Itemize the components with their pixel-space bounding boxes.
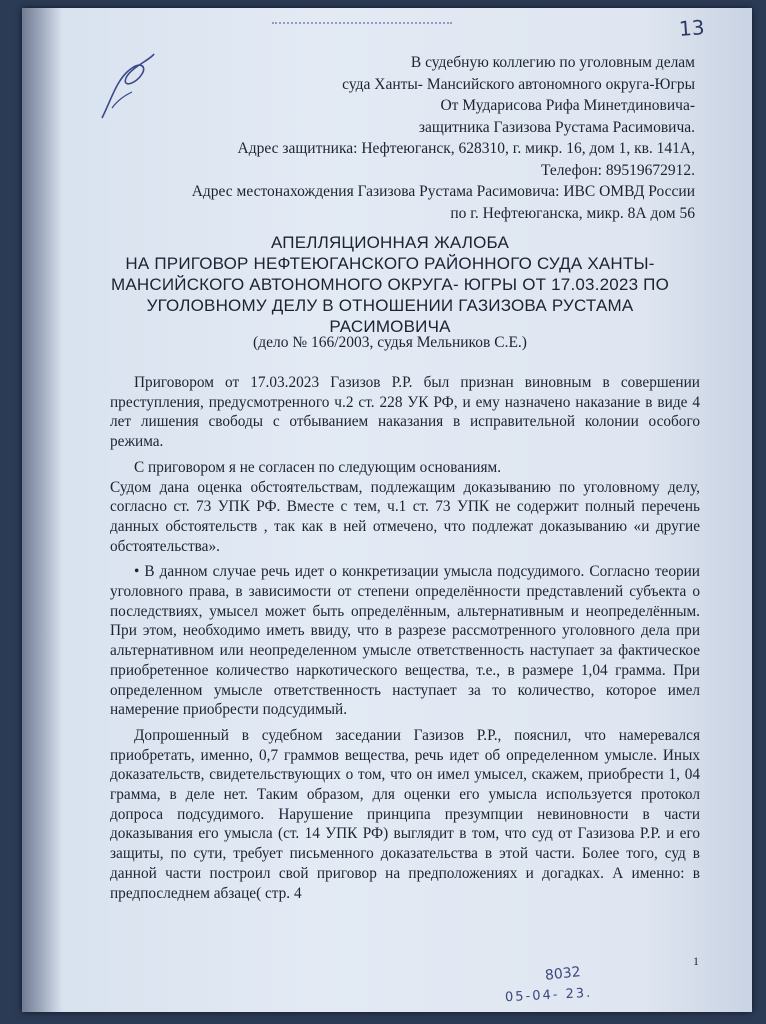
document-body xyxy=(110,373,700,903)
header-line: по г. Нефтеюганска, микр. 8А дом 56 xyxy=(450,204,695,222)
title-line: АПЕЛЛЯЦИОННАЯ ЖАЛОБА xyxy=(270,233,510,252)
case-reference: (дело № 166/2003, судья Мельников С.Е.) xyxy=(253,334,527,351)
title-line: РАСИМОВИЧА xyxy=(329,317,451,336)
addressee-block xyxy=(150,52,695,224)
header-line: защитника Газизова Рустама Расимовича. xyxy=(418,118,695,136)
paragraph-intent: • В данном случае речь идет о конкретизации умысла подсудимого. Согласно теории уголовного права, в зависимости от степени определённости представлений субъекта о последствиях, умысел может быть определённым, альтернативным и неопределённым. При этом, необходимо иметь ввиду, что в разрезе рассмотренного уголовного дела при альтернативном или неопределенном умысле ответственность наступает за фактическое приобретенное количество наркотического вещества, т.е., в размере 1,04 грамма. При определенном умысле ответственность наступает за то количество, которое имел намерение приобрести подсудимый. xyxy=(110,563,700,719)
handwritten-date: 05-04- 23. xyxy=(504,985,593,1006)
page-number-bottom: 1 xyxy=(693,954,699,968)
header-line: суда Ханты- Мансийского автономного округа-Югры xyxy=(342,75,695,93)
title-line: МАНСИЙСКОГО АВТОНОМНОГО ОКРУГА- ЮГРЫ ОТ 17.03.2023 ПО xyxy=(111,275,669,294)
header-line: Телефон: 89519672912. xyxy=(541,161,695,179)
document-title xyxy=(90,232,690,337)
title-line: УГОЛОВНОМУ ДЕЛУ В ОТНОШЕНИИ ГАЗИЗОВА РУСТАМА xyxy=(146,296,634,315)
top-scribble xyxy=(272,22,452,34)
page-number-top: 13 xyxy=(677,15,705,41)
handwritten-number: 8032 xyxy=(544,964,582,984)
header-line: Адрес местонахождения Газизова Рустама Расимовича: ИВС ОМВД России xyxy=(191,183,695,200)
paragraph-assessment: Судом дана оценка обстоятельствам, подлежащим доказыванию по уголовному делу, согласно ст. 73 УПК РФ. Вместе с тем, ч.1 ст. 73 УПК не содержит полный перечень данных обстоятельств , так как в ней отмечено, что подлежат доказыванию «и другие обстоятельства». xyxy=(110,478,700,555)
paragraph-verdict: Приговором от 17.03.2023 Газизов Р.Р. был признан виновным в совершении преступления, предусмотренного ч.2 ст. 228 УК РФ, и ему назначено наказание в виде 4 лет лишения свободы с отбыванием наказания в исправительной колонии особого режима. xyxy=(110,374,700,451)
paragraph-disagree: С приговором я не согласен по следующим основаниям. xyxy=(134,458,502,476)
paragraph-testimony: Допрошенный в судебном заседании Газизов Р.Р., пояснил, что намеревался приобретать, именно, 0,7 граммов вещества, речь идет об определенном умысле. Иных доказательств, свидетельствующих о том, что он имел умысел, скажем, приобрести 1, 04 грамма, в деле нет. Таким образом, для оценки его умысла используется протокол допроса подсудимого. Нарушение принципа презумпции невиновности в части доказывания его умысла (ст. 14 УПК РФ) выглядит в том, что суд от Газизова Р.Р. и его защиты, по сути, требует письменного доказательства в этой части. Более того, суд в данной части построил свой приговор на предположениях и догадках. А именно: в предпоследнем абзаце( стр. 4 xyxy=(110,726,700,902)
document-page xyxy=(22,8,752,1012)
header-line: От Мударисова Рифа Минетдиновича- xyxy=(440,97,695,114)
header-line: Адрес защитника: Нефтеюганск, 628310, г. микр. 16, дом 1, кв. 141А, xyxy=(237,140,695,157)
header-line: В судебную коллегию по уголовным делам xyxy=(410,54,695,71)
title-line: НА ПРИГОВОР НЕФТЕЮГАНСКОГО РАЙОННОГО СУДА ХАНТЫ- xyxy=(125,254,655,273)
